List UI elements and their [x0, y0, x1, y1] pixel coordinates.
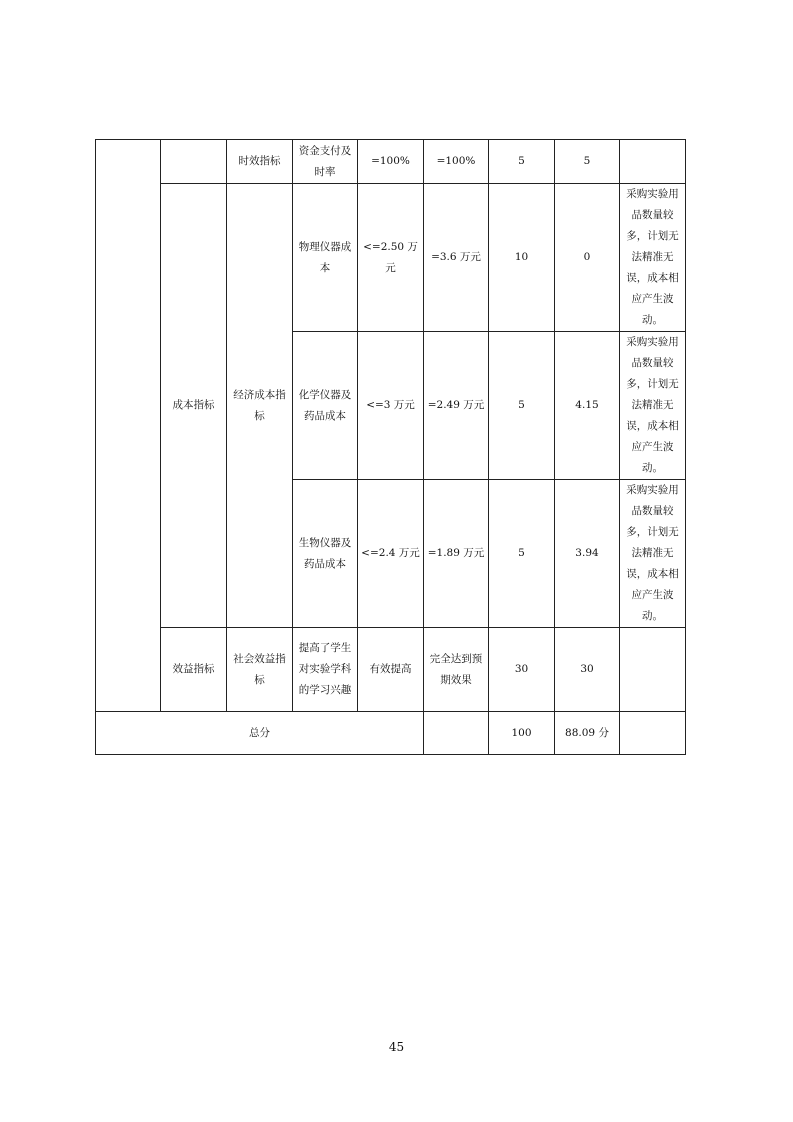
- actual-value-cell: 完全达到预期效果: [424, 628, 489, 712]
- note-cell: 采购实验用品数量较多，计划无法精准无误，成本相应产生波动。: [620, 332, 686, 480]
- level3-indicator-cell: 物理仪器成本: [293, 184, 358, 332]
- weight-cell: 5: [489, 140, 555, 184]
- note-cell: 采购实验用品数量较多，计划无法精准无误，成本相应产生波动。: [620, 480, 686, 628]
- weight-cell: 30: [489, 628, 555, 712]
- score-cell: 0: [555, 184, 620, 332]
- level3-indicator-cell: 生物仪器及药品成本: [293, 480, 358, 628]
- total-blank-cell: [424, 712, 489, 755]
- level1-category-blank-cell: [96, 140, 161, 712]
- actual-value-cell: =1.89 万元: [424, 480, 489, 628]
- level1-indicator-cell: 效益指标: [161, 628, 227, 712]
- level3-indicator-cell: 化学仪器及药品成本: [293, 332, 358, 480]
- score-cell: 3.94: [555, 480, 620, 628]
- total-row: [96, 712, 686, 755]
- note-cell: [620, 628, 686, 712]
- target-value-cell: 有效提高: [358, 628, 424, 712]
- weight-cell: 10: [489, 184, 555, 332]
- page-number: 45: [388, 1040, 405, 1054]
- performance-table: [95, 139, 686, 755]
- table-row: [96, 140, 686, 184]
- actual-value-cell: =2.49 万元: [424, 332, 489, 480]
- target-value-cell: <=2.50 万元: [358, 184, 424, 332]
- total-weight-cell: 100: [489, 712, 555, 755]
- level1-indicator-blank-cell: [161, 140, 227, 184]
- score-cell: 4.15: [555, 332, 620, 480]
- table-row: [96, 628, 686, 712]
- level1-indicator-cell: 成本指标: [161, 184, 227, 628]
- weight-cell: 5: [489, 480, 555, 628]
- level2-indicator-cell: 时效指标: [227, 140, 293, 184]
- level3-indicator-cell: 提高了学生对实验学科的学习兴趣: [293, 628, 358, 712]
- note-cell: [620, 140, 686, 184]
- target-value-cell: <=2.4 万元: [358, 480, 424, 628]
- target-value-cell: =100%: [358, 140, 424, 184]
- level2-indicator-cell: 社会效益指标: [227, 628, 293, 712]
- note-cell: 采购实验用品数量较多，计划无法精准无误，成本相应产生波动。: [620, 184, 686, 332]
- total-score-cell: 88.09 分: [555, 712, 620, 755]
- actual-value-cell: =3.6 万元: [424, 184, 489, 332]
- score-cell: 5: [555, 140, 620, 184]
- score-cell: 30: [555, 628, 620, 712]
- level3-indicator-cell: 资金支付及时率: [293, 140, 358, 184]
- actual-value-cell: =100%: [424, 140, 489, 184]
- total-note-cell: [620, 712, 686, 755]
- level2-indicator-cell: 经济成本指标: [227, 184, 293, 628]
- weight-cell: 5: [489, 332, 555, 480]
- table-row: [96, 184, 686, 332]
- target-value-cell: <=3 万元: [358, 332, 424, 480]
- total-label-cell: 总分: [96, 712, 424, 755]
